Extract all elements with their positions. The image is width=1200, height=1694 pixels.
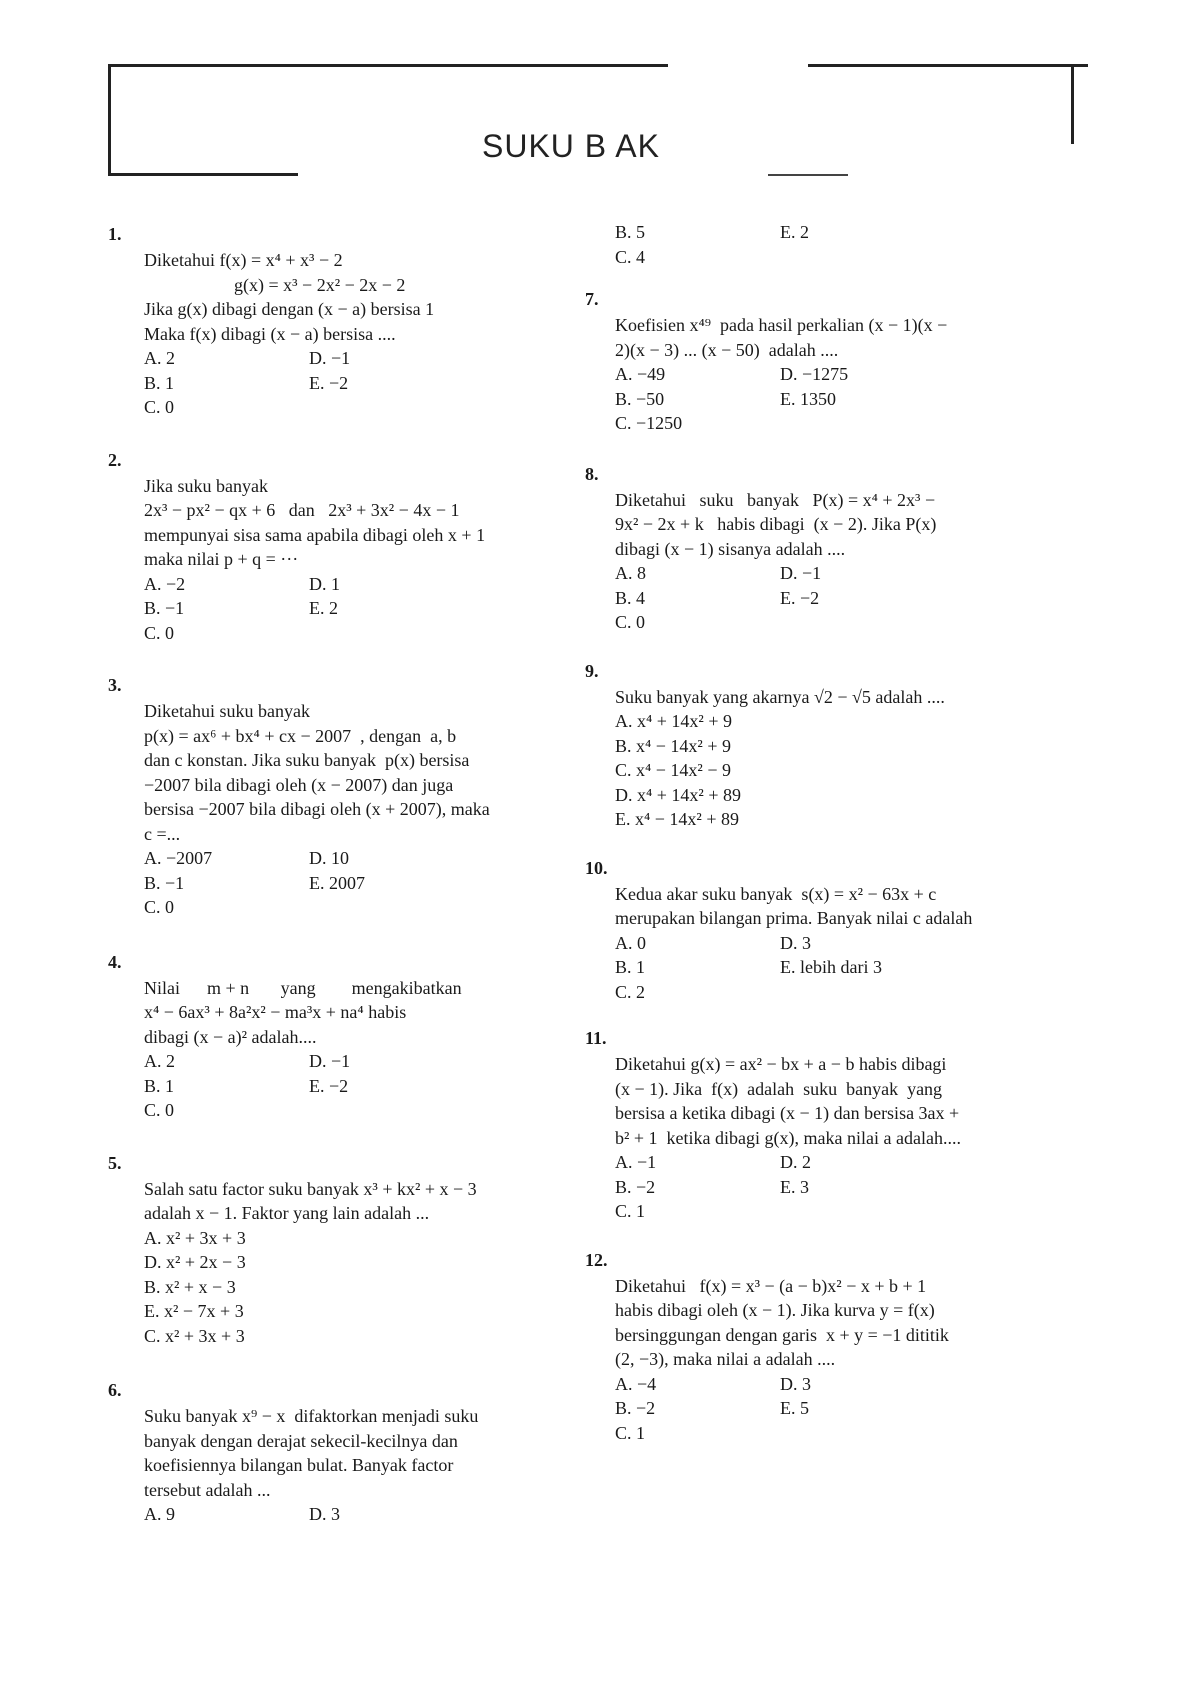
frame-right-border xyxy=(1071,64,1074,144)
right-question-5 xyxy=(585,1026,1077,1224)
question-text-line: Koefisien x⁴⁹ pada hasil perkalian (x − 1)(x − xyxy=(615,315,948,335)
answer-option: E. −2 xyxy=(780,587,820,608)
answer-options xyxy=(144,846,562,920)
answer-options xyxy=(615,709,1077,832)
question-number: 1. xyxy=(108,224,122,244)
answer-option: B. −1 xyxy=(144,872,185,893)
question-text-line: (2, −3), maka nilai a adalah .... xyxy=(615,1349,836,1369)
answer-option: D. 3 xyxy=(780,1373,811,1394)
page-title: SUKU B AK xyxy=(482,128,660,164)
question-body xyxy=(112,1151,562,1349)
answer-option: E. 2 xyxy=(780,222,809,242)
right-question-4 xyxy=(585,856,1077,1005)
answer-option: B. 4 xyxy=(615,587,646,608)
question-body xyxy=(615,659,1077,832)
answer-option: A. −4 xyxy=(615,1373,657,1394)
answer-option: C. 1 xyxy=(615,1201,646,1221)
question-text-line: Jika suku banyak xyxy=(144,475,268,496)
answer-option: C. x⁴ − 14x² − 9 xyxy=(615,760,731,780)
question-spacer xyxy=(615,1224,1077,1248)
answer-options-continued xyxy=(615,220,1077,269)
answer-option: B. −2 xyxy=(615,1176,656,1197)
answer-option: A. x² + 3x + 3 xyxy=(144,1227,246,1248)
answer-option: B. 1 xyxy=(615,957,646,977)
question-text-line: Diketahui suku banyak xyxy=(144,701,310,721)
left-question-6 xyxy=(108,1378,562,1527)
question-text-line: b² + 1 ketika dibagi g(x), maka nilai a adalah.... xyxy=(615,1127,961,1148)
question-text-line: Suku banyak yang akarnya √2 − √5 adalah .... xyxy=(615,686,945,707)
question-text-line: p(x) = ax⁶ + bx⁴ + cx − 2007 , dengan a, b xyxy=(144,725,457,746)
answer-option: D. 3 xyxy=(309,1504,340,1524)
question-number: 9. xyxy=(585,660,599,681)
answer-option: B. −2 xyxy=(615,1398,656,1418)
answer-option: C. −1250 xyxy=(615,413,683,433)
question-text-line: Diketahui f(x) = x³ − (a − b)x² − x + b + 1 xyxy=(615,1275,927,1296)
question-text-line: bersinggungan dengan garis x + y = −1 dititik xyxy=(615,1324,949,1345)
answer-options xyxy=(615,1150,1077,1224)
right-question-2 xyxy=(585,462,1077,635)
answer-options xyxy=(144,1502,562,1527)
answer-option: D. 2 xyxy=(780,1152,811,1172)
answer-option: D. −1 xyxy=(780,563,822,583)
answer-option: B. 1 xyxy=(144,1075,175,1096)
question-number: 7. xyxy=(585,289,599,309)
frame-top-border-right xyxy=(808,64,1088,67)
question-text-line: merupakan bilangan prima. Banyak nilai c adalah xyxy=(615,908,973,928)
question-body xyxy=(615,1026,1077,1224)
right-column xyxy=(585,222,1077,1469)
question-text-line: g(x) = x³ − 2x² − 2x − 2 xyxy=(234,274,406,295)
answer-option: A. 0 xyxy=(615,932,646,953)
answer-option: C. x² + 3x + 3 xyxy=(144,1325,245,1346)
answer-option: A. 2 xyxy=(144,1051,175,1071)
question-text-line: x⁴ − 6ax³ + 8a²x² − ma³x + na⁴ habis xyxy=(144,1002,407,1022)
answer-option: E. −2 xyxy=(309,372,349,393)
question-spacer xyxy=(112,1123,562,1151)
question-number: 6. xyxy=(108,1380,122,1400)
question-text-line: 9x² − 2x + k habis dibagi (x − 2). Jika P(x) xyxy=(615,514,937,534)
question-text-line: Salah satu factor suku banyak x³ + kx² + x − 3 xyxy=(144,1178,477,1199)
answer-option: B. 1 xyxy=(144,372,175,393)
left-question-1 xyxy=(108,222,562,420)
question-number: 8. xyxy=(585,463,599,484)
right-question-6 xyxy=(585,1248,1077,1446)
answer-option: E. 2 xyxy=(309,598,338,618)
answer-option: E. 3 xyxy=(780,1176,809,1197)
answer-option: E. −2 xyxy=(309,1075,349,1096)
answer-options xyxy=(615,362,1077,436)
answer-option: C. 4 xyxy=(615,246,646,267)
answer-options xyxy=(615,561,1077,635)
answer-option: A. 8 xyxy=(615,563,646,583)
answer-option: A. 9 xyxy=(144,1504,175,1524)
left-question-5 xyxy=(108,1151,562,1349)
answer-option: E. 2007 xyxy=(309,872,365,893)
question-text-line: maka nilai p + q = ··· xyxy=(144,549,299,569)
question-text-line: koefisiennya bilangan bulat. Banyak factor xyxy=(144,1455,454,1475)
question-text-line: Kedua akar suku banyak s(x) = x² − 63x + c xyxy=(615,883,937,904)
answer-option: C. 2 xyxy=(615,981,646,1002)
answer-options xyxy=(144,572,562,646)
answer-options xyxy=(615,931,1077,1005)
answer-option: B. x² + x − 3 xyxy=(144,1276,236,1297)
question-text-line: Diketahui f(x) = x⁴ + x³ − 2 xyxy=(144,250,343,270)
question-text-line: Jika g(x) dibagi dengan (x − a) bersisa 1 xyxy=(144,299,435,319)
question-spacer xyxy=(615,1445,1077,1469)
question-text-line: dibagi (x − 1) sisanya adalah .... xyxy=(615,538,846,559)
answer-option: A. −49 xyxy=(615,364,666,384)
question-spacer xyxy=(112,1527,562,1557)
answer-option: C. 0 xyxy=(144,622,175,643)
answer-option: A. x⁴ + 14x² + 9 xyxy=(615,711,732,731)
question-text-line: −2007 bila dibagi oleh (x − 2007) dan juga xyxy=(144,774,454,795)
question-number: 4. xyxy=(108,951,122,972)
answer-option: B. 5 xyxy=(615,222,646,242)
question-text-line: 2)(x − 3) ... (x − 50) adalah .... xyxy=(615,339,839,360)
question-text-line: 2x³ − px² − qx + 6 dan 2x³ + 3x² − 4x − 1 xyxy=(144,500,460,520)
left-question-2 xyxy=(108,448,562,646)
left-question-4 xyxy=(108,950,562,1123)
answer-option: E. x² − 7x + 3 xyxy=(144,1301,244,1321)
left-column xyxy=(108,222,562,1557)
question-number: 11. xyxy=(585,1028,607,1048)
question-body xyxy=(112,222,562,420)
question-text-line: Nilai m + n yang mengakibatkan xyxy=(144,977,462,998)
answer-option: E. lebih dari 3 xyxy=(780,957,882,977)
question-spacer xyxy=(112,920,562,950)
answer-options xyxy=(615,1372,1077,1446)
question-body xyxy=(112,673,562,920)
answer-option: C. 1 xyxy=(615,1422,646,1443)
question-number: 12. xyxy=(585,1249,608,1270)
answer-option: B. −50 xyxy=(615,388,665,409)
question-body xyxy=(615,287,1077,436)
answer-option: D. −1 xyxy=(309,348,351,368)
question-number: 5. xyxy=(108,1152,122,1173)
question-text-line: habis dibagi oleh (x − 1). Jika kurva y = f(x) xyxy=(615,1300,935,1320)
answer-option: D. 3 xyxy=(780,932,811,953)
question-text-line: mempunyai sisa sama apabila dibagi oleh x + 1 xyxy=(144,524,486,545)
question-text-line: (x − 1). Jika f(x) adalah suku banyak yang xyxy=(615,1078,943,1099)
question-spacer xyxy=(615,832,1077,856)
answer-option: C. 0 xyxy=(144,397,175,417)
question-text-line: c =... xyxy=(144,823,181,844)
question-text-line: bersisa a ketika dibagi (x − 1) dan bersisa 3ax + xyxy=(615,1103,960,1123)
question-spacer xyxy=(112,1348,562,1378)
answer-option: D. 10 xyxy=(309,848,349,868)
answer-option: D. −1 xyxy=(309,1051,351,1071)
answer-option: A. −2007 xyxy=(144,848,213,868)
question-spacer xyxy=(615,436,1077,462)
question-body xyxy=(615,462,1077,635)
question-text-line: tersebut adalah ... xyxy=(144,1479,271,1500)
question-spacer xyxy=(615,635,1077,659)
question-text-line: dibagi (x − a)² adalah.... xyxy=(144,1026,317,1047)
right-question-3 xyxy=(585,659,1077,832)
answer-option: C. 0 xyxy=(615,612,646,632)
frame-left-border xyxy=(108,64,111,176)
answer-option: D. x⁴ + 14x² + 89 xyxy=(615,784,741,805)
question-number: 2. xyxy=(108,449,122,470)
question-text-line: adalah x − 1. Faktor yang lain adalah ... xyxy=(144,1203,430,1223)
answer-option: A. −2 xyxy=(144,573,186,594)
question-text-line: Suku banyak x⁹ − x difaktorkan menjadi suku xyxy=(144,1406,479,1426)
question-spacer xyxy=(615,1004,1077,1026)
question-number: 3. xyxy=(108,675,122,695)
question-number: 10. xyxy=(585,857,608,878)
frame-bottom-border xyxy=(108,173,298,176)
answer-option: D. x² + 2x − 3 xyxy=(144,1252,246,1272)
answer-options xyxy=(144,1226,562,1349)
answer-option: C. 0 xyxy=(144,1100,175,1120)
question-body xyxy=(112,1378,562,1527)
answer-option: A. 2 xyxy=(144,348,175,368)
answer-option: E. 5 xyxy=(780,1398,809,1418)
question-text-line: Diketahui g(x) = ax² − bx + a − b habis dibagi xyxy=(615,1054,947,1074)
answer-option: A. −1 xyxy=(615,1152,657,1172)
question-spacer xyxy=(615,269,1077,287)
answer-option: D. −1275 xyxy=(780,364,849,384)
answer-option: E. x⁴ − 14x² + 89 xyxy=(615,809,739,829)
answer-option: B. x⁴ − 14x² + 9 xyxy=(615,735,731,756)
answer-options xyxy=(144,346,562,420)
question-text-line: bersisa −2007 bila dibagi oleh (x + 2007), maka xyxy=(144,799,490,819)
question-spacer xyxy=(112,420,562,448)
answer-options xyxy=(144,1049,562,1123)
right-question-1 xyxy=(585,287,1077,436)
frame-bottom-border-right xyxy=(768,174,848,176)
question-spacer xyxy=(112,645,562,673)
answer-option: C. 0 xyxy=(144,897,175,917)
question-text-line: dan c konstan. Jika suku banyak p(x) bersisa xyxy=(144,750,470,770)
question-text-line: Diketahui suku banyak P(x) = x⁴ + 2x³ − xyxy=(615,489,936,510)
answer-option: D. 1 xyxy=(309,573,340,594)
answer-option: E. 1350 xyxy=(780,388,836,409)
question-body xyxy=(112,950,562,1123)
frame-top-border xyxy=(108,64,668,67)
question-body xyxy=(112,448,562,646)
question-text-line: Maka f(x) dibagi (x − a) bersisa .... xyxy=(144,323,396,344)
answer-option: B. −1 xyxy=(144,598,185,618)
question-body xyxy=(615,1248,1077,1446)
question-text-line: banyak dengan derajat sekecil-kecilnya dan xyxy=(144,1430,458,1451)
left-question-3 xyxy=(108,673,562,920)
question-body xyxy=(615,856,1077,1005)
